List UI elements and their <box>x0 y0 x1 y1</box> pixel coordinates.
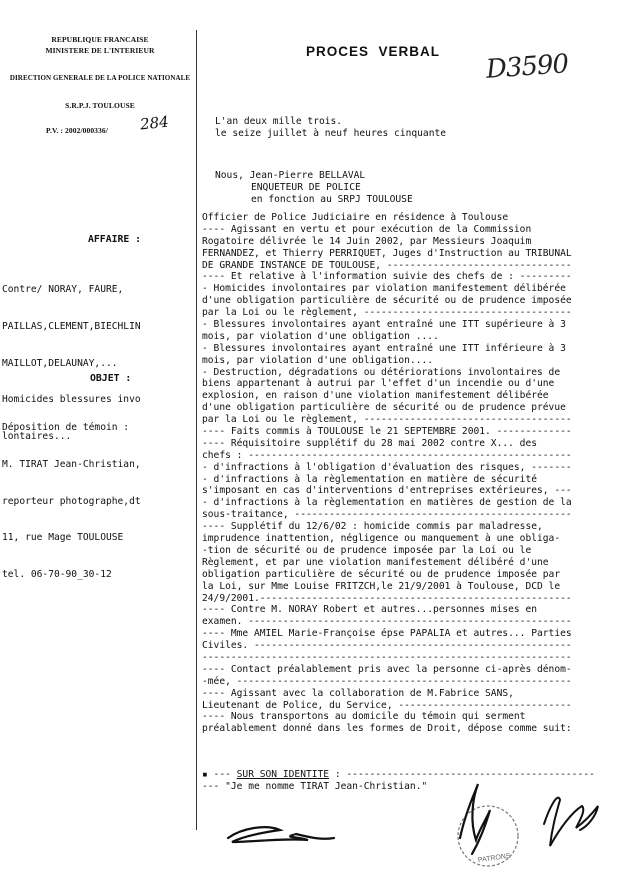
fonction-line: en fonction au SRPJ TOULOUSE <box>251 194 413 205</box>
affaire-line: MAILLOT,DELAUNAY,... <box>2 357 118 369</box>
body-line: ---- Contre M. NORAY Robert et autres...personnes mises en <box>202 604 538 616</box>
main-body <box>202 212 617 735</box>
republique-label: REPUBLIQUE FRANCAISE <box>51 35 149 44</box>
body-line: Règlement, et par une violation manifestement délibéré d'une <box>202 556 549 568</box>
body-line: ---- Contact préalablement pris avec la personne ci-après dénom- <box>202 663 572 675</box>
body-line: ---- Supplétif du 12/6/02 : homicide commis par maladresse, <box>202 521 543 533</box>
body-line: FERNANDEZ, et Thierry PERRIQUET, Juges d'Instruction au TRIBUNAL <box>202 247 572 259</box>
body-line: préalablement donné dans les formes de Droit, dépose comme suit: <box>202 723 572 735</box>
affaire-line: Homicides blessures invo <box>2 394 141 406</box>
body-line: -mée, ---------------------------------------------------------- <box>202 675 572 687</box>
ministere-label: MINISTERE DE L'INTERIEUR <box>45 46 155 55</box>
body-line: d'une obligation particulière de sécurité ou de prudence imposée <box>202 295 572 307</box>
nous-line: Nous, Jean-Pierre BELLAVAL <box>215 170 366 181</box>
body-line: mois, par violation d'une obligation.... <box>202 354 434 366</box>
objet-line: tel. 06-70-90_30-12 <box>2 568 112 580</box>
body-line: explosion, en raison d'une violation manifestement délibérée <box>202 390 549 402</box>
body-line: ---------------------------------------------------------------- <box>202 651 572 663</box>
column-divider <box>196 30 197 830</box>
officer-signature <box>544 798 598 846</box>
objet-line: 11, rue Mage TOULOUSE <box>2 532 124 544</box>
pv-number: P.V. : 2002/000336/ <box>46 126 108 135</box>
direction-label: DIRECTION GENERALE DE LA POLICE NATIONALE <box>9 74 191 82</box>
body-line: s'imposant en cas d'interventions d'entreprises extérieures, --- <box>202 485 572 497</box>
body-line: - Destruction, dégradations ou détériorations involontaires de <box>202 366 561 378</box>
witness-signature <box>460 784 490 854</box>
stamp-text: PATRONS <box>477 852 512 865</box>
document-title: PROCES VERBAL <box>306 44 441 59</box>
body-line: mois, par violation d'une obligation .... <box>202 330 439 342</box>
pv-handwritten-number: 284 <box>139 112 170 134</box>
body-line: ---- Mme AMIEL Marie-Françoise épse PAPALIA et autres... Parties <box>202 628 572 640</box>
body-line: ---- Et relative à l'information suivie des chefs de : --------- <box>202 271 572 283</box>
enqueteur-line: ENQUETEUR DE POLICE <box>251 182 361 193</box>
body-line: imprudence inattention, négligence ou manquement à une obliga- <box>202 533 561 545</box>
body-line: la Loi, sur Mme Louise FRITZCH,le 21/9/2001 à Toulouse, DCD le <box>202 580 561 592</box>
stamp-and-signatures <box>420 770 610 870</box>
body-line: - Blessures involontaires ayant entraîné une ITT supérieure à 3 <box>202 319 566 331</box>
affaire-line: PAILLAS,CLEMENT,BIECHLIN <box>2 321 141 333</box>
body-line: Civiles. ------------------------------------------------------- <box>202 640 572 652</box>
objet-block <box>2 398 141 593</box>
date-line: L'an deux mille trois. <box>215 116 343 127</box>
date-line: le seize juillet à neuf heures cinquante <box>215 127 447 139</box>
body-line: Rogatoire délivrée le 14 Juin 2002, par Messieurs Joaquim <box>202 235 532 247</box>
body-line: ---- Faits commis à TOULOUSE le 21 SEPTEMBRE 2001. ------------- <box>202 426 572 438</box>
affaire-line: Contre/ NORAY, FAURE, <box>2 284 124 296</box>
body-line: DE GRANDE INSTANCE DE TOULOUSE, -------------------------------- <box>202 259 572 271</box>
body-line: par la Loi ou le règlement, ------------------------------------ <box>202 307 572 319</box>
body-line: - d'infractions à l'obligation d'évaluation des risques, ------- <box>202 461 572 473</box>
identity-bullet: ▪ --- <box>202 769 237 780</box>
identity-heading: SUR SON IDENTITE <box>236 769 330 780</box>
body-line: 24/9/2001.------------------------------------------------------ <box>202 592 572 604</box>
handwritten-cote: D3590 <box>485 49 569 85</box>
body-line: chefs : -------------------------------------------------------- <box>202 449 572 461</box>
body-line: Lieutenant de Police, du Service, ------------------------------ <box>202 699 572 711</box>
body-line: obligation particulière de sécurité ou de prudence imposée par <box>202 568 561 580</box>
body-line: sous-traitance, ------------------------------------------------ <box>202 509 572 521</box>
body-line: - Homicides involontaires par violation manifestement délibérée <box>202 283 566 295</box>
last-line: --- "Je me nomme TIRAT Jean-Christian." <box>202 781 428 792</box>
body-line: ---- Agissant avec la collaboration de M.Fabrice SANS, <box>202 687 514 699</box>
body-line: ---- Agissant en vertu et pour exécution de la Commission <box>202 223 532 235</box>
body-line: -tion de sécurité ou de prudence imposée par la Loi ou le <box>202 544 532 556</box>
affaire-line: lontaires... <box>2 430 72 442</box>
objet-line: Déposition de témoin : <box>2 422 130 434</box>
body-line: par la Loi ou le règlement, ------------------------------------ <box>202 414 572 426</box>
body-line: biens appartenant à autrui par l'effet d'un incendie ou d'une <box>202 378 555 390</box>
body-line: Officier de Police Judiciaire en résidence à Toulouse <box>202 212 509 223</box>
body-line: d'une obligation particulière de sécurité ou de prudence prévue <box>202 402 566 414</box>
body-line: - d'infractions à la règlementation en matière de sécurité <box>202 473 538 485</box>
body-line: examen. -------------------------------------------------------- <box>202 616 572 628</box>
body-line: ---- Nous transportons au domicile du témoin qui serment <box>202 711 526 723</box>
date-block <box>215 116 446 140</box>
objet-heading: OBJET : <box>90 373 132 384</box>
body-line: - Blessures involontaires ayant entraîné une ITT inférieure à 3 <box>202 342 566 354</box>
objet-line: reporteur photographe,dt <box>2 495 141 507</box>
identity-dashes: : ------------------------------------------- <box>329 769 595 780</box>
srpj-label: S.R.P.J. TOULOUSE <box>65 101 135 110</box>
affaire-heading: AFFAIRE : <box>88 234 142 245</box>
body-line: - d'infractions à la règlementation en matières de gestion de la <box>202 497 572 509</box>
body-line: ---- Réquisitoire supplétif du 28 mai 2002 contre X... des <box>202 437 538 449</box>
paraphe-signature <box>222 812 342 852</box>
objet-line: M. TIRAT Jean-Christian, <box>2 459 141 471</box>
